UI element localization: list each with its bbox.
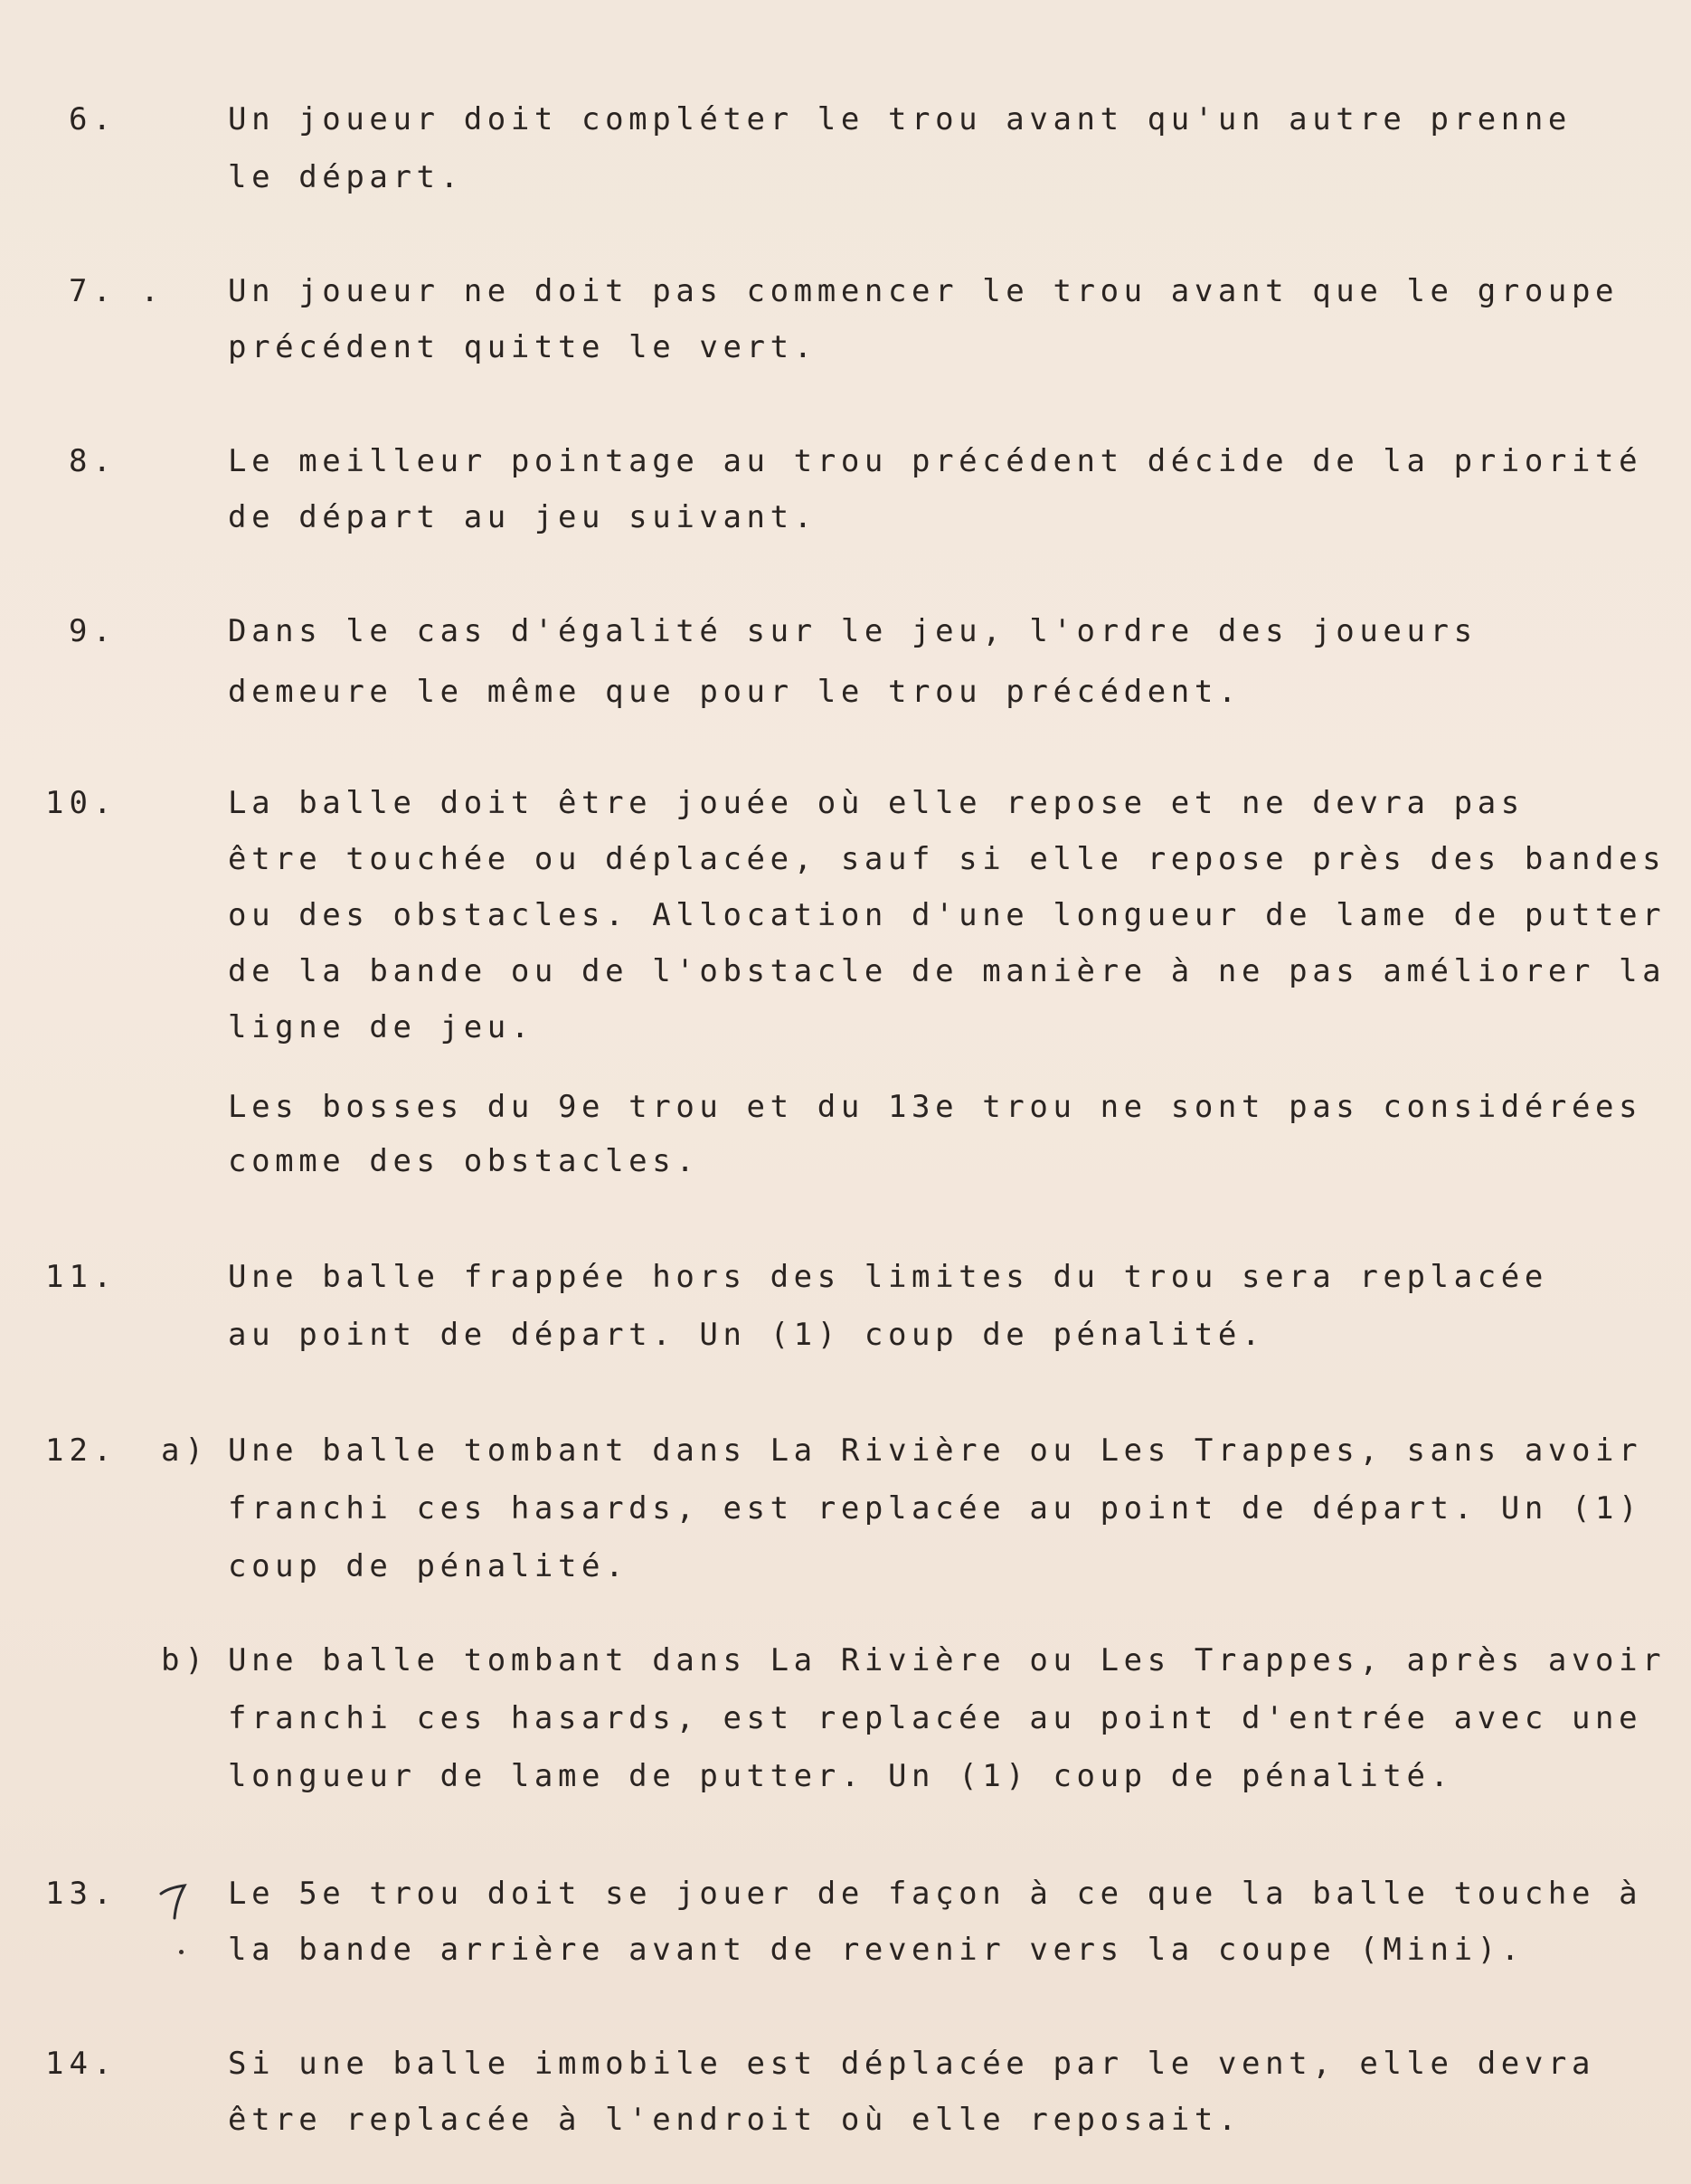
rule-text-line: franchi ces hasards, est replacée au point d'entrée avec une [228,1700,1643,1736]
rule-text-line: précédent quitte le vert. [228,329,817,365]
rule-number: 11. [45,1259,118,1295]
rule-text-line: ou des obstacles. Allocation d'une longueur de lame de putter [228,897,1667,933]
rule-number: 13. [45,1876,118,1912]
rule-note-line: comme des obstacles. [228,1143,700,1179]
rule-text-line: Si une balle immobile est déplacée par le vent, elle devra [228,2046,1596,2082]
rule-text-line: franchi ces hasards, est replacée au point de départ. Un (1) [228,1490,1643,1527]
rule-text-line: coup de pénalité. [228,1548,629,1584]
bullet-dot [179,1950,184,1954]
rule-text-line: au point de départ. Un (1) coup de pénalité. [228,1317,1266,1353]
rule-text-line: de départ au jeu suivant. [228,499,817,535]
rule-text-line: Le 5e trou doit se jouer de façon à ce que la balle touche à [228,1876,1643,1912]
rule-text-line: Le meilleur pointage au trou précédent décide de la priorité [228,443,1643,479]
rule-text-line: la bande arrière avant de revenir vers la coupe (Mini). [228,1932,1525,1968]
rule-text-line: être replacée à l'endroit où elle reposait. [228,2102,1242,2138]
rule-text-line: ligne de jeu. [228,1009,534,1045]
handwritten-checkmark-icon [156,1877,192,1923]
rule-text-line: Un joueur ne doit pas commencer le trou avant que le groupe [228,273,1620,309]
rule-text-line: de la bande ou de l'obstacle de manière à ne pas améliorer la [228,953,1667,989]
rule-text-line: Un joueur doit compléter le trou avant qu'un autre prenne [228,101,1572,137]
sub-item-label: b) [161,1642,209,1678]
rule-text-line: longueur de lame de putter. Un (1) coup de pénalité. [228,1758,1454,1794]
rule-text-line: Une balle frappée hors des limites du trou sera replacée [228,1259,1548,1295]
rule-number: 10. [45,785,118,821]
rule-number: 6. [69,101,117,137]
sub-item-label: a) [161,1432,209,1469]
rule-number: 8. [69,443,117,479]
rule-number: 14. [45,2046,118,2082]
rule-note-line: Les bosses du 9e trou et du 13e trou ne sont pas considérées [228,1089,1643,1125]
rule-text-line: le départ. [228,159,464,195]
rule-text-line: demeure le même que pour le trou précédent. [228,674,1242,710]
rule-number: 12. [45,1432,118,1469]
rule-text-line: Dans le cas d'égalité sur le jeu, l'ordre des joueurs [228,613,1478,649]
rule-number: 7. . [69,273,165,309]
rule-number: 9. [69,613,117,649]
rule-text-line: Une balle tombant dans La Rivière ou Les Trappes, après avoir [228,1642,1667,1678]
rule-text-line: être touchée ou déplacée, sauf si elle repose près des bandes [228,841,1667,877]
rule-text-line: Une balle tombant dans La Rivière ou Les Trappes, sans avoir [228,1432,1643,1469]
rule-text-line: La balle doit être jouée où elle repose et ne devra pas [228,785,1525,821]
